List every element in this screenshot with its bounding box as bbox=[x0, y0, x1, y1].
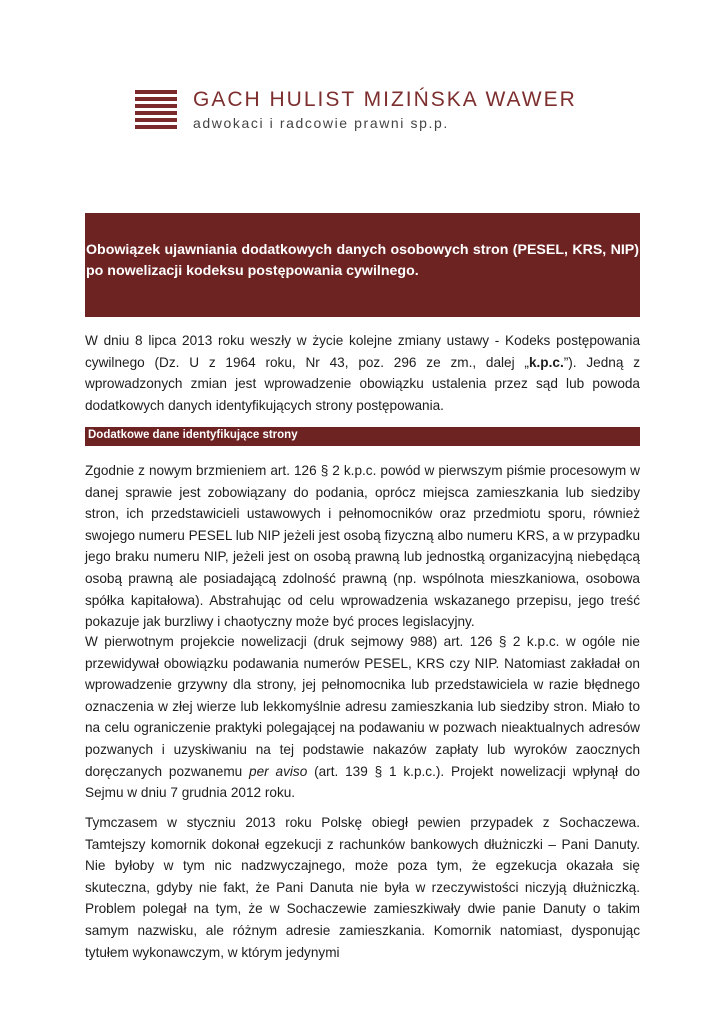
paragraph-2: W pierwotnym projekcie nowelizacji (druk sejmowy 988) art. 126 § 2 k.p.c. w ogóle nie przewidywał obowiązku podawania numerów PESEL, KRS czy NIP. Natomiast zakładał on wprowadzenie grzywny dla strony, jej pełnomocnika lub przedstawiciela w razie błędnego oznaczenia w złej wierze lub lekkomyślnie adresu zamieszkania lub siedziby stron. Miało to na celu ograniczenie praktyki polegającej na podawaniu w pozwach nieaktualnych adresów pozwanych i uzyskiwaniu na tej podstawie nakazów zapłaty lub wyroków zaocznych doręczanych pozwanemu per aviso (art. 139 § 1 k.p.c.). Projekt nowelizacji wpłynął do Sejmu w dniu 7 grudnia 2012 roku. bbox=[85, 634, 640, 801]
logo-bars-icon bbox=[135, 90, 177, 132]
kpc-abbreviation: k.p.c. bbox=[528, 354, 564, 370]
document-title: Obowiązek ujawniania dodatkowych danych osobowych stron (PESEL, KRS, NIP) po nowelizacji kodeksu postępowania cywilnego. bbox=[86, 242, 639, 279]
section-heading-bar bbox=[85, 427, 640, 446]
firm-logo bbox=[135, 88, 605, 138]
paragraph-3: Tymczasem w styczniu 2013 roku Polskę obiegł pewien przypadek z Sochaczewa. Tamtejszy komornik dokonał egzekucji z rachunków bankowych dłużniczki – Pani Danuty. Nie byłoby w tym nic nadzwyczajnego, może poza tym, że egzekucja okazała się skuteczna, gdyby nie fakt, że Pani Danuta nie była w rzeczywistości niczyją dłużniczką. Problem polegał na tym, że w Sochaczewie zamieszkiwały dwie panie Danuty o takim samym nazwisku, ale różnym adresie zamieszkania. Komornik natomiast, dysponując tytułem wykonawczym, w którym jedynymi bbox=[85, 815, 640, 960]
section-heading: Dodatkowe dane identyfikujące strony bbox=[88, 429, 298, 441]
intro-paragraph: W dniu 8 lipca 2013 roku weszły w życie kolejne zmiany ustawy - Kodeks postępowania cywilnego (Dz. U z 1964 roku, Nr 43, poz. 296 ze zm., dalej „k.p.c.”). Jedną z wprowadzonych zmian jest wprowadzenie obowiązku ustalenia przez sąd lub powoda dodatkowych danych identyfikujących strony postępowania. bbox=[85, 333, 640, 413]
paragraph-1: Zgodnie z nowym brzmieniem art. 126 § 2 k.p.c. powód w pierwszym piśmie procesowym w danej sprawie jest zobowiązany do podania, oprócz miejsca zamieszkania lub siedziby stron, ich przedstawicieli ustawowych i pełnomocników oraz przedmiotu sporu, również swojego numeru PESEL lub NIP jeżeli jest osobą fizyczną albo numeru KRS, a w przypadku jego braku numeru NIP, jeżeli jest on osobą prawną lub jednostką organizacyjną niebędącą osobą prawną ale posiadającą zdolność prawną (np. wspólnota mieszkaniowa, osobowa spółka kapitałowa). Abstrahując od celu wprowadzenia wskazanego przepisu, jego treść pokazuje jak burzliwy i chaotyczny może być proces legislacyjny. bbox=[85, 463, 640, 630]
per-aviso-term: per aviso bbox=[249, 763, 308, 779]
firm-name: GACH HULIST MIZIŃSKA WAWER bbox=[193, 88, 577, 111]
title-banner bbox=[85, 213, 640, 317]
firm-subtitle: adwokaci i radcowie prawni sp.p. bbox=[193, 115, 449, 131]
